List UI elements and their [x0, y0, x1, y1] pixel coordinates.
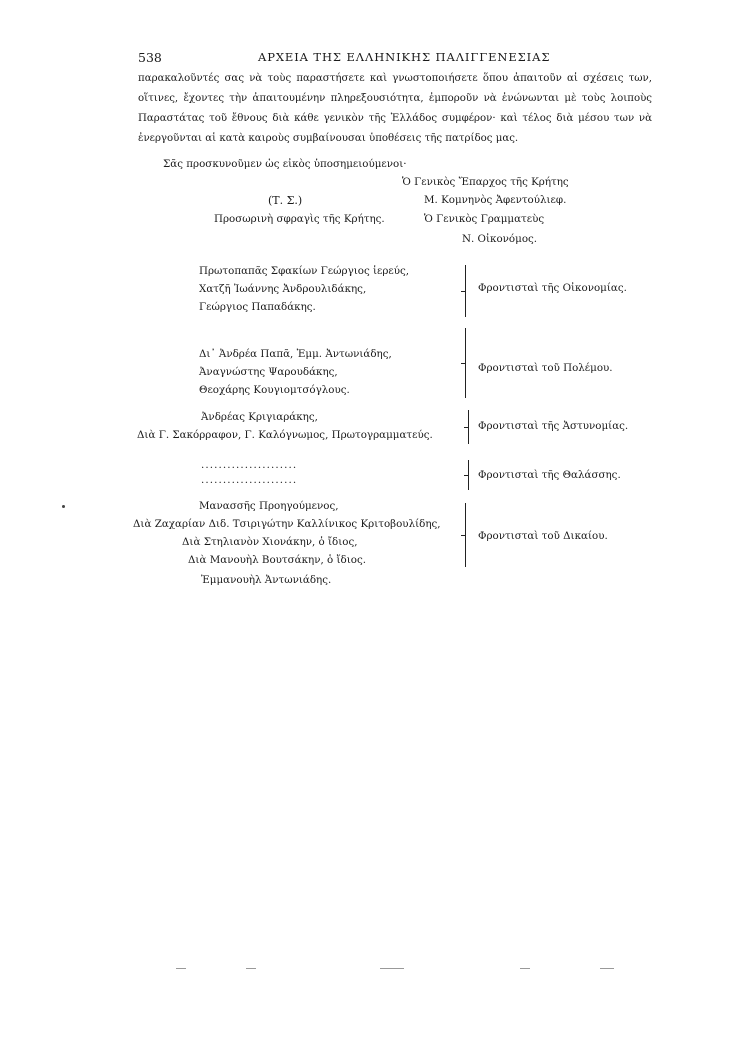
group-3-role: Φροντισταὶ τῆς Ἀστυνομίας.: [478, 420, 629, 432]
group-1-name: Χατζῆ Ἰωάννης Ἀνδρουλιδάκης,: [199, 283, 367, 295]
group-5-name: Διὰ Μανουὴλ Βουτσάκην, ὁ ἴδιος.: [188, 554, 366, 566]
group-4-placeholder: ......................: [201, 474, 298, 486]
body-paragraph: [138, 69, 652, 149]
eparch-name: Μ. Κομνηνὸς Ἀφεντούλιεφ.: [424, 194, 567, 206]
group-5-name: Ἐμμανουὴλ Ἀντωνιάδης.: [201, 574, 332, 586]
group-2-name: Δι᾽ Ἀνδρέα Παπᾶ, Ἐμμ. Ἀντωνιάδης,: [199, 348, 392, 360]
group-1-name: Γεώργιος Παπαδάκης.: [199, 301, 316, 313]
paragraph-line: παρακαλοῦντές σας νὰ τοὺς παραστήσετε καὶ γνωστοποιήσετε ὅπου ἀπαιτοῦν αἱ σχέσεις των,: [138, 73, 652, 84]
group-5-name: Διὰ Στηλιανὸν Χιονάκην, ὁ ἴδιος,: [182, 536, 358, 548]
group-1-name: Πρωτοπαπᾶς Σφακίων Γεώργιος ἱερεύς,: [199, 265, 410, 277]
group-5-brace: [465, 503, 466, 567]
group-5-role: Φροντισταὶ τοῦ Δικαίου.: [478, 530, 608, 542]
group-2-name: Ἀναγνώστης Ψαρουδάκης,: [199, 366, 338, 378]
group-4-role: Φροντισταὶ τῆς Θαλάσσης.: [478, 469, 621, 481]
scan-mark: [380, 968, 404, 969]
secretary-title: Ὁ Γενικὸς Γραμματεὺς: [424, 213, 545, 225]
secretary-name: Ν. Οἰκονόμος.: [462, 233, 538, 245]
group-4-brace: [468, 460, 469, 490]
eparch-title: Ὁ Γενικὸς Ἔπαρχος τῆς Κρήτης: [402, 176, 569, 188]
group-2-name: Θεοχάρης Κουγιομτσόγλους.: [199, 384, 350, 396]
group-3-name: Διὰ Γ. Σακόρραφον, Γ. Καλόγνωμος, Πρωτογραμματεύς.: [137, 429, 433, 441]
group-5-name: Μανασσῆς Προηγούμενος,: [199, 500, 339, 512]
group-3-brace: [468, 410, 469, 444]
group-1-brace: [465, 265, 466, 317]
group-2-brace: [465, 328, 466, 398]
paragraph-line: ἐνεργοῦνται αἱ κατὰ καιροὺς συμβαίνουσαι ὑποθέσεις τῆς πατρίδος μας.: [138, 133, 519, 144]
group-5-name: Διὰ Ζαχαρίαν Διδ. Τσιριγώτην Καλλίνικος Κριτοβουλίδης,: [133, 518, 441, 530]
seal-caption: Προσωρινὴ σφραγὶς τῆς Κρήτης.: [214, 213, 385, 225]
group-3-name: Ἀνδρέας Κριγιαράκης,: [201, 411, 318, 423]
paragraph-line: Παραστάτας τοῦ ἔθνους διὰ κάθε γενικὸν τῆς Ἑλλάδος συμφέρον· καὶ τέλος διὰ μέσου των νὰ: [138, 113, 652, 124]
closing-line: Σᾶς προσκυνοῦμεν ὡς εἰκὸς ὑποσημειούμενοι·: [163, 158, 407, 170]
group-2-role: Φροντισταὶ τοῦ Πολέμου.: [478, 362, 613, 374]
running-title: ΑΡΧΕΙΑ ΤΗΣ ΕΛΛΗΝΙΚΗΣ ΠΑΛΙΓΓΕΝΕΣΙΑΣ: [258, 50, 551, 64]
seal-mark: (Τ. Σ.): [268, 194, 303, 207]
scan-mark: [600, 968, 614, 969]
scan-speck: [62, 505, 65, 508]
scan-mark: [246, 968, 256, 969]
scan-mark: [176, 968, 186, 969]
group-1-role: Φροντισταὶ τῆς Οἰκονομίας.: [478, 282, 627, 294]
page-number: 538: [138, 50, 162, 65]
scan-mark: [520, 968, 530, 969]
group-4-placeholder: ......................: [201, 459, 298, 471]
paragraph-line: οἵτινες, ἔχοντες τὴν ἀπαιτουμένην πληρεξουσιότητα, ἐμποροῦν νὰ ἑνώνωνται μὲ τοὺς λοιποὺς: [138, 93, 652, 104]
